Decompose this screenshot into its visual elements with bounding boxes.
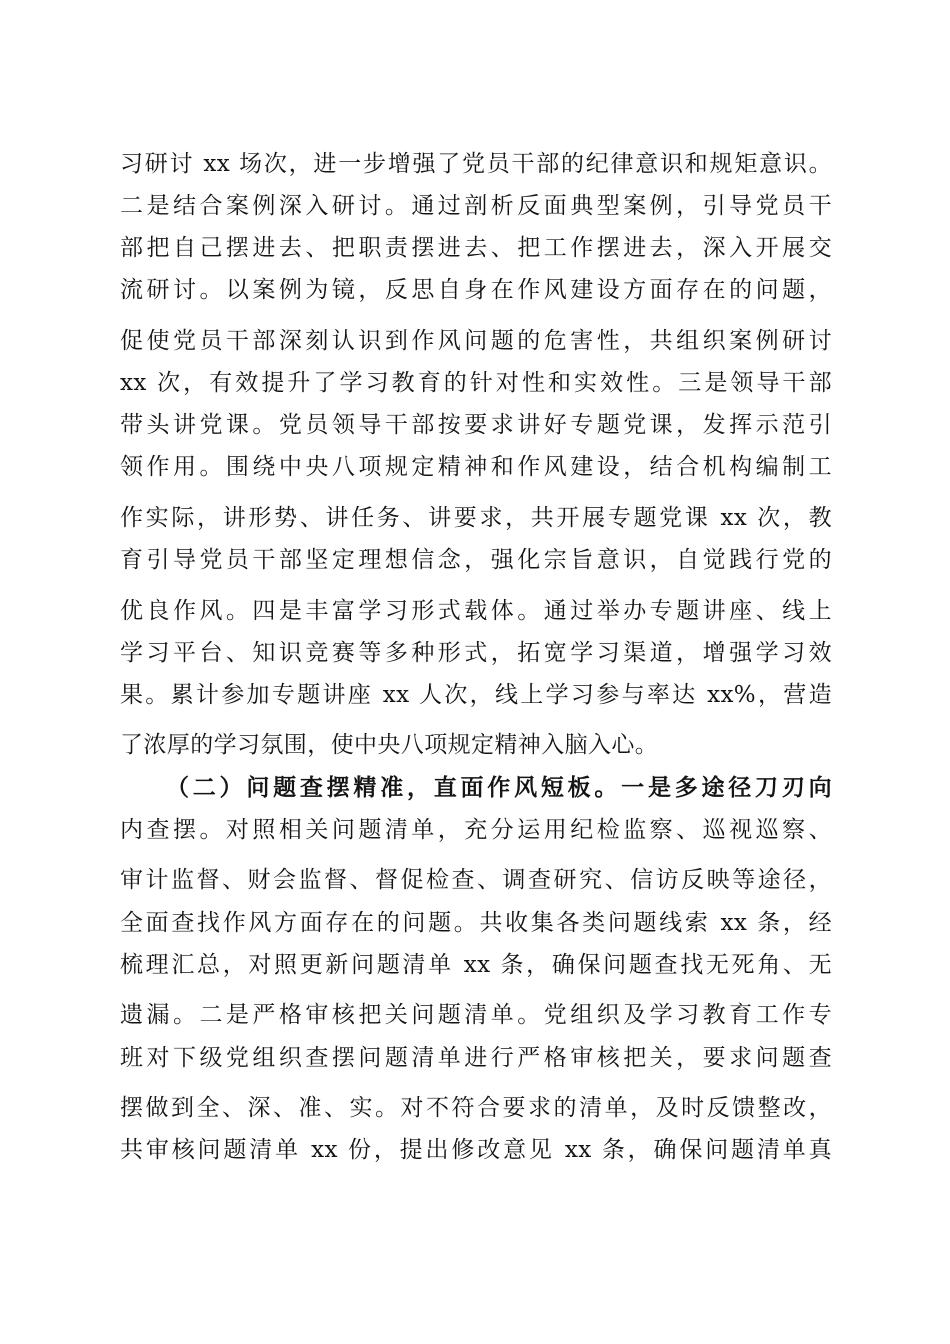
text-line: 摆做到全、深、准、实。对不符合要求的清单，及时反馈整改， [120, 1095, 832, 1121]
text-line: 作实际，讲形势、讲任务、讲要求，共开展专题党课 xx 次，教 [120, 505, 832, 531]
section-heading-line: （二）问题查摆精准，直面作风短板。一是多途径刀刃向 [166, 774, 832, 801]
text-line: 学习平台、知识竞赛等多种形式，拓宽学习渠道，增强学习效 [120, 640, 832, 666]
text-line: 全面查找作风方面存在的问题。共收集各类问题线索 xx 条，经 [120, 910, 832, 936]
text-line: xx 次，有效提升了学习教育的针对性和实效性。三是领导干部 [120, 370, 832, 396]
text-line: 育引导党员干部坚定理想信念，强化宗旨意识，自觉践行党的 [120, 547, 832, 573]
text-line: 二是结合案例深入研讨。通过剖析反面典型案例，引导党员干 [120, 193, 832, 219]
text-line: 审计监督、财会监督、督促检查、调查研究、信访反映等途径， [120, 867, 832, 893]
text-line: 梳理汇总，对照更新问题清单 xx 条，确保问题查找无死角、无 [120, 952, 832, 978]
text-line: 共审核问题清单 xx 份，提出修改意见 xx 条，确保问题清单真 [120, 1137, 832, 1163]
text-line: 果。累计参加专题讲座 xx 人次，线上学习参与率达 xx%，营造 [120, 682, 832, 708]
text-line: 优良作风。四是丰富学习形式载体。通过举办专题讲座、线上 [120, 598, 832, 624]
text-line: 遗漏。二是严格审核把关问题清单。党组织及学习教育工作专 [120, 1002, 832, 1028]
text-line: 内查摆。对照相关问题清单，充分运用纪检监察、巡视巡察、 [120, 817, 832, 843]
text-line: 部把自己摆进去、把职责摆进去、把工作摆进去，深入开展交 [120, 235, 832, 261]
text-line: 领作用。围绕中央八项规定精神和作风建设，结合机构编制工 [120, 454, 832, 480]
text-line: 促使党员干部深刻认识到作风问题的危害性，共组织案例研讨 [120, 328, 832, 354]
text-line: 班对下级党组织查摆问题清单进行严格审核把关，要求问题查 [120, 1045, 832, 1071]
text-line: 带头讲党课。党员领导干部按要求讲好专题党课，发挥示范引 [120, 412, 832, 438]
text-line: 习研讨 xx 场次，进一步增强了党员干部的纪律意识和规矩意识。 [120, 151, 832, 177]
text-line: 流研讨。以案例为镜，反思自身在作风建设方面存在的问题， [120, 277, 832, 303]
text-line: 了浓厚的学习氛围，使中央八项规定精神入脑入心。 [120, 732, 659, 758]
